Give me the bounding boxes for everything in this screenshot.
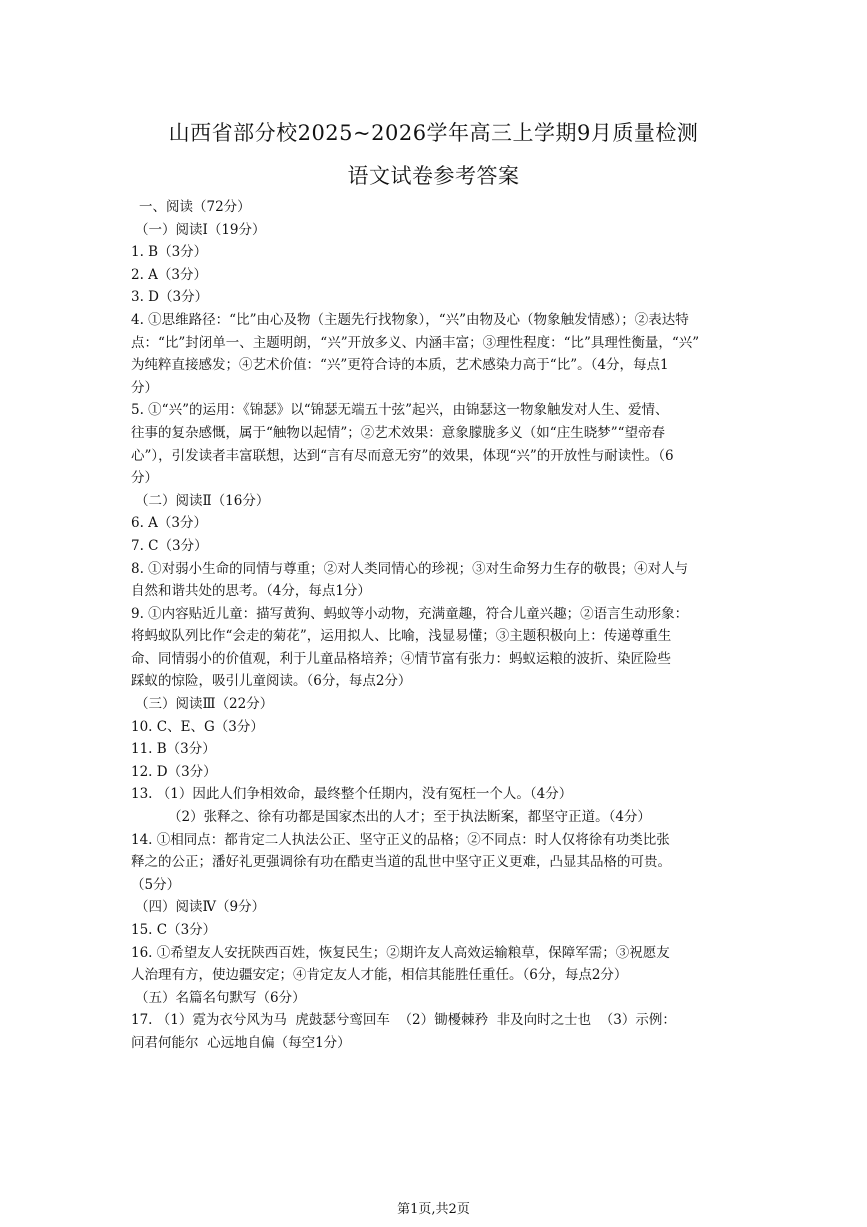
answer-line: 8. ①对弱小生命的同情与尊重；②对人类同情心的珍视；③对生命努力生存的敬畏；④对人与 bbox=[131, 560, 689, 577]
section-heading: 一、阅读（72分） bbox=[139, 199, 251, 215]
answer-line: 心”），引发读者丰富联想，达到“言有尽而意无穷”的效果，体现“兴”的开放性与耐读性。（6 bbox=[131, 447, 674, 464]
answer-line: 7. C（3分） bbox=[131, 537, 208, 554]
answer-line: 13. （1）因此人们争相效命，最终整个任期内，没有冤枉一个人。（4分） bbox=[131, 786, 573, 803]
answer-line: 11. B（3分） bbox=[131, 741, 216, 758]
answer-line: 12. D（3分） bbox=[131, 763, 217, 780]
answer-line: 分） bbox=[131, 379, 158, 396]
answer-line: 10. C、E、G（3分） bbox=[131, 718, 264, 735]
answer-line: 4. ①思维路径：“比”由心及物（主题先行找物象），“兴”由物及心（物象触发情感）；②表达特 bbox=[131, 311, 689, 328]
answer-line: 5. ①“兴”的运用：《锦瑟》以“锦瑟无端五十弦”起兴，由锦瑟这一物象触发对人生、爱情、 bbox=[131, 402, 669, 419]
answer-line: 17. （1）霓为衣兮风为马 虎鼓瑟兮鸾回车 （2）锄櫌棘矜 非及向时之士也 （3）示例： bbox=[131, 1012, 676, 1029]
answer-line: 1. B（3分） bbox=[131, 244, 208, 261]
document-title: 山西省部分校2025~2026学年高三上学期9月质量检测 bbox=[168, 121, 699, 145]
answer-line: 问君何能尔 心远地自偏（每空1分） bbox=[131, 1034, 351, 1051]
answer-line: 将蚂蚁队列比作“会走的菊花”，运用拟人、比喻，浅显易懂；③主题积极向上：传递尊重生 bbox=[131, 628, 672, 645]
answer-line: 释之的公正；潘好礼更强调徐有功在酷吏当道的乱世中坚守正义更难，凸显其品格的可贵。 bbox=[131, 854, 671, 871]
subsection-heading: （二）阅读Ⅱ（16分） bbox=[135, 492, 270, 509]
subsection-heading: （一）阅读Ⅰ（19分） bbox=[135, 221, 266, 238]
document-subtitle: 语文试卷参考答案 bbox=[347, 164, 520, 188]
answer-line: 人治理有方，使边疆安定；④肯定友人才能，相信其能胜任重任。（6分，每点2分） bbox=[131, 967, 628, 984]
answer-line: 自然和谐共处的思考。（4分，每点1分） bbox=[131, 583, 371, 600]
subsection-heading: （四）阅读Ⅳ（9分） bbox=[135, 899, 266, 916]
answer-line: 9. ①内容贴近儿童：描写黄狗、蚂蚁等小动物，充满童趣，符合儿童兴趣；②语言生动形象： bbox=[131, 605, 689, 622]
subsection-heading: （三）阅读Ⅲ（22分） bbox=[135, 696, 274, 713]
answer-line: （2）张释之、徐有功都是国家杰出的人才；至于执法断案，都坚守正道。（4分） bbox=[168, 809, 651, 826]
page-number: 第1页,共2页 bbox=[397, 1202, 470, 1217]
answer-line: 6. A（3分） bbox=[131, 515, 208, 532]
answer-line: （5分） bbox=[131, 876, 181, 893]
answer-line: 往事的复杂感慨，属于“触物以起情”；②艺术效果：意象朦胧多义（如“庄生晓梦”“望帝春 bbox=[131, 424, 666, 441]
answer-line: 分） bbox=[131, 470, 158, 487]
answer-line: 3. D（3分） bbox=[131, 289, 209, 306]
answer-line: 14. ①相同点：都肯定二人执法公正、坚守正义的品格；②不同点：时人仅将徐有功类比张 bbox=[131, 831, 670, 848]
answer-line: 命、同情弱小的价值观，利于儿童品格培养；④情节富有张力：蚂蚁运粮的波折、染匠险些 bbox=[131, 650, 671, 667]
subsection-heading: （五）名篇名句默写（6分） bbox=[135, 989, 306, 1006]
answer-content bbox=[131, 196, 741, 1055]
answer-line: 2. A（3分） bbox=[131, 266, 208, 283]
answer-line: 踩蚁的惊险，吸引儿童阅读。（6分，每点2分） bbox=[131, 673, 412, 690]
answer-line: 点：“比”封闭单一、主题明朗，“兴”开放多义、内涵丰富；③理性程度：“比”具理性衡量，“兴” bbox=[131, 334, 700, 351]
answer-line: 15. C（3分） bbox=[131, 922, 217, 938]
answer-line: 为纯粹直接感发；④艺术价值：“兴”更符合诗的本质，艺术感染力高于“比”。（4分，每点1 bbox=[131, 357, 669, 374]
answer-line: 16. ①希望友人安抚陕西百姓，恢复民生；②期许友人高效运输粮草，保障军需；③祝愿友 bbox=[131, 944, 670, 961]
